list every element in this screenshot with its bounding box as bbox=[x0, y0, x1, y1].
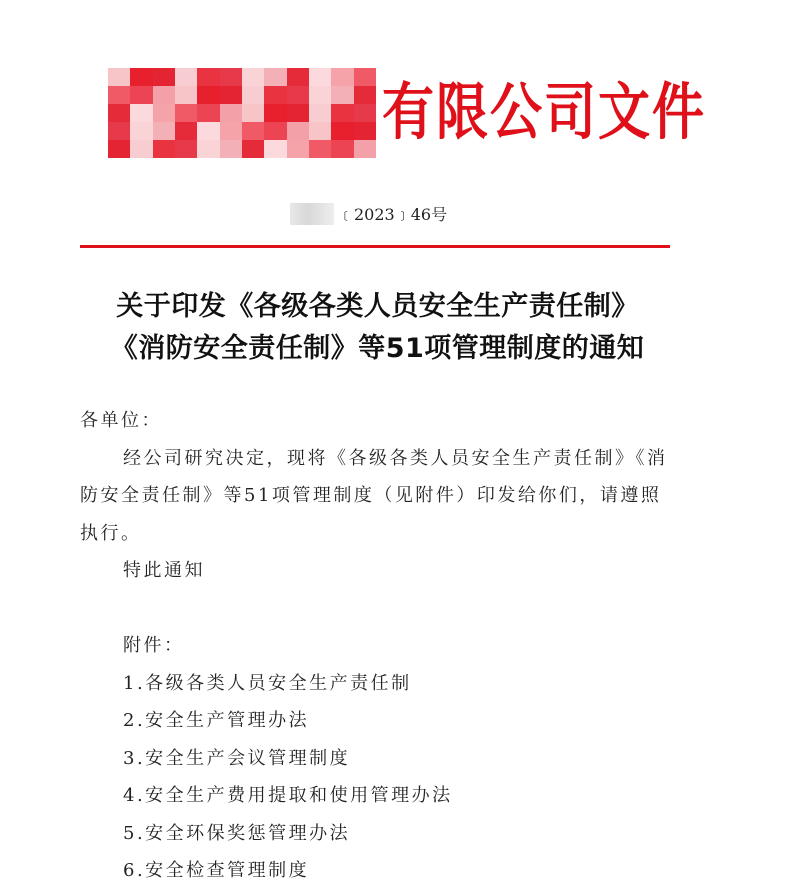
closing-text: 特此通知 bbox=[123, 560, 205, 581]
redacted-prefix bbox=[290, 203, 334, 225]
redaction-cell bbox=[175, 68, 197, 158]
redaction-cell bbox=[264, 68, 286, 158]
list-item: 1.各级各类人员安全生产责任制 bbox=[123, 672, 412, 694]
list-item: 6.安全检查管理制度 bbox=[123, 860, 310, 881]
document-title bbox=[80, 286, 675, 370]
main-paragraph: 经公司研究决定，现将《各级各类人员安全生产责任制》《消防安全责任制》等51项管理制度（见附件）印发给你们，请遵照执行。 bbox=[80, 447, 668, 544]
red-divider bbox=[80, 245, 670, 248]
redaction-cell bbox=[309, 68, 331, 158]
redaction-cell bbox=[354, 68, 376, 158]
redaction-cell bbox=[331, 68, 353, 158]
redaction-cell bbox=[108, 68, 130, 158]
attachments-label: 附件： bbox=[123, 635, 185, 656]
redaction-cell bbox=[242, 68, 264, 158]
blank-line bbox=[80, 590, 670, 628]
list-item: 4.安全生产费用提取和使用管理办法 bbox=[123, 785, 453, 806]
salutation: 各单位： bbox=[80, 410, 162, 431]
redaction-cell bbox=[220, 68, 242, 158]
list-item: 2.安全生产管理办法 bbox=[123, 710, 310, 731]
redaction-cell bbox=[130, 68, 152, 158]
redaction-cell bbox=[153, 68, 175, 158]
redaction-cell bbox=[287, 68, 309, 158]
document-body bbox=[80, 402, 670, 890]
header-title: 有限公司文件 bbox=[382, 77, 707, 149]
title-line-1: 关于印发《各级各类人员安全生产责任制》 bbox=[116, 291, 639, 322]
document-number bbox=[290, 202, 447, 225]
document-header bbox=[108, 68, 706, 158]
redaction-cell bbox=[197, 68, 219, 158]
redacted-company-name bbox=[108, 68, 376, 158]
list-item: 5.安全环保奖惩管理办法 bbox=[123, 822, 351, 844]
title-line-2: 《消防安全责任制》等51项管理制度的通知 bbox=[110, 333, 645, 364]
attachments-list bbox=[80, 665, 670, 890]
document-number-text: ﹝2023﹞46号 bbox=[338, 205, 448, 224]
list-item: 3.安全生产会议管理制度 bbox=[123, 747, 351, 769]
